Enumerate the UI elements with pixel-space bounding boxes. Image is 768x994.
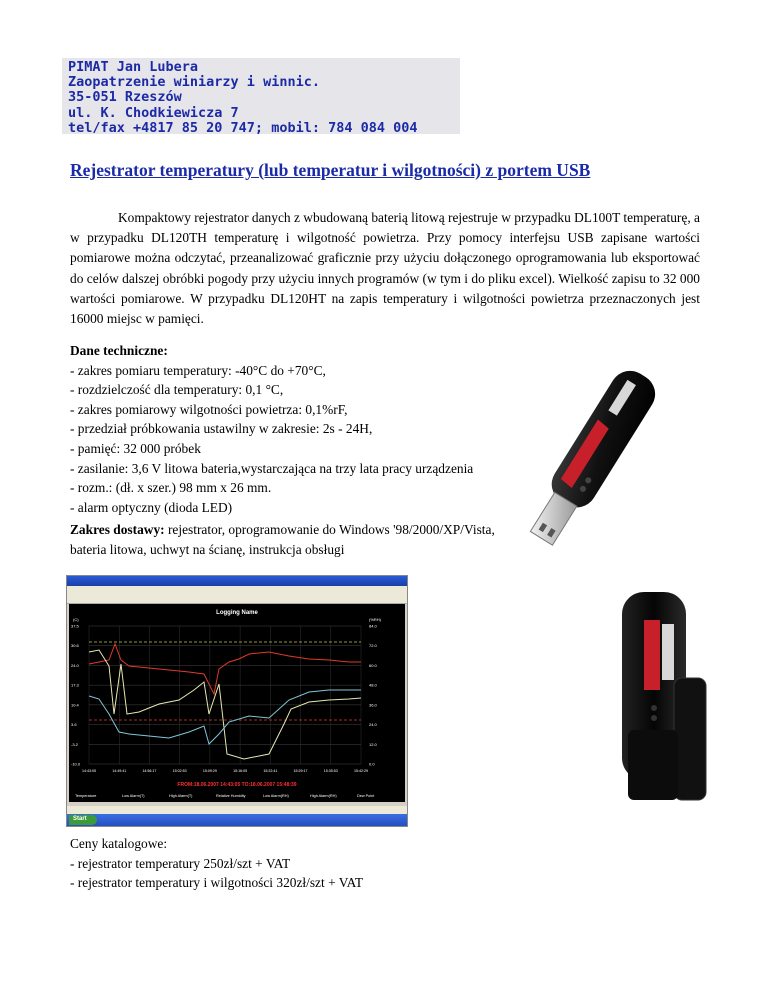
time-tick-label: 15:29:17	[293, 769, 308, 773]
left-tick-label: 37.5	[71, 623, 79, 629]
left-tick-label: 17.3	[71, 682, 79, 688]
time-tick-label: 15:22:41	[263, 769, 278, 773]
right-tick-label: 48.0	[369, 682, 377, 688]
left-axis-unit: (C)	[73, 617, 79, 622]
company-postal-city: 35-051 Rzeszów	[68, 89, 182, 106]
legend-entry: Low Alarm(RH)	[263, 794, 289, 798]
chart-range: FROM:18.06.2007 14:43:05 TO:18.06.2007 15:48:39	[177, 782, 297, 788]
time-tick-label: 15:02:53	[172, 769, 187, 773]
company-street: ul. K. Chodkiewicza 7	[68, 104, 239, 121]
spec-item: - alarm optyczny (dioda LED)	[70, 499, 233, 515]
left-tick-label: 24.0	[71, 662, 79, 668]
windows-taskbar	[67, 814, 407, 826]
logger-holder-photo	[618, 590, 708, 805]
specs-heading: Dane techniczne:	[70, 343, 168, 358]
left-tick-label: -10.0	[71, 761, 81, 767]
delivery-text: rejestrator, oprogramowanie do Windows '98/2000/XP/Vista, bateria litowa, uchwyt na ścianę, instrukcja obsługi	[70, 522, 495, 557]
window-statusbar	[67, 806, 407, 814]
company-header	[62, 58, 460, 134]
right-axis-unit: (%RH)	[369, 617, 381, 622]
time-tick-label: 15:42:29	[354, 769, 368, 773]
right-tick-label: 24.0	[369, 722, 377, 728]
legend-entry: Low Alarm(T)	[122, 794, 145, 798]
company-name: PIMAT Jan Lubera	[68, 59, 199, 75]
right-tick-label: 72.0	[369, 643, 377, 649]
left-tick-label: -3.2	[71, 741, 78, 747]
time-tick-label: 14:49:41	[112, 769, 127, 773]
spec-item: - rozm.: (dł. x szer.) 98 mm x 26 mm.	[70, 480, 272, 496]
legend-entry: Relative Humidity	[216, 794, 246, 798]
legend-entry: High Alarm(T)	[169, 794, 193, 798]
catalog-prices	[70, 834, 540, 893]
time-tick-label: 15:35:53	[323, 769, 338, 773]
delivery-label: Zakres dostawy:	[70, 522, 165, 537]
intro-paragraph: Kompaktowy rejestrator danych z wbudowaną baterią litową rejestruje w przypadku DL100T temperaturę, a w przypadku DL120TH temperaturę i wilgotność powietrza. Przy pomocy interfejsu USB zapisane wartości pomiarowe można odczytać, przeanalizować graficznie przy użyciu dołączonego oprogramowania lub eksportować do celów dalszej obróbki pogody przy użyciu innych programów (w tym i do pliku excel). Wielkość zapisu to 32 000 wartości pomiarowe. W przypadku DL120HT na zapis temperatury i wilgotności powietrza przeznaczonych jest 16000 miejsc w pamięci.	[70, 210, 700, 327]
technical-specs	[70, 341, 540, 517]
right-tick-label: 12.0	[369, 741, 377, 747]
chart-legend	[75, 794, 375, 798]
company-phone: tel/fax +4817 85 20 747; mobil: 784 084 004	[68, 119, 418, 136]
spec-item: - przedział próbkowania ustawilny w zakresie: 2s - 24H,	[70, 421, 373, 437]
legend-entry: Dew Point	[357, 794, 375, 798]
window-menubar	[67, 586, 407, 593]
spec-item: - zasilanie: 3,6 V litowa bateria,wystarczająca na trzy lata pracy urządzenia	[70, 460, 474, 476]
time-tick-label: 14:56:17	[142, 769, 157, 773]
time-tick-label: 14:43:05	[82, 769, 96, 773]
delivery-scope	[70, 520, 500, 559]
spec-item: - rozdzielczość dla temperatury: 0,1 °C,	[70, 382, 284, 398]
left-tick-label: 10.4	[71, 702, 79, 708]
left-tick-label: 30.6	[71, 643, 79, 649]
prices-heading: Ceny katalogowe:	[70, 836, 168, 851]
right-tick-label: 84.0	[369, 623, 377, 629]
chart-title: Logging Name	[216, 610, 258, 616]
legend-entry: High Alarm(RH)	[310, 794, 337, 798]
left-tick-label: 3.6	[71, 722, 77, 728]
time-tick-label: 15:16:05	[233, 769, 248, 773]
usb-logger-photo	[505, 346, 705, 551]
temperature-series	[89, 644, 361, 694]
spec-item: - zakres pomiaru temperatury: -40°C do +70°C,	[70, 362, 326, 378]
software-screenshot	[66, 575, 408, 827]
company-description: Zaopatrzenie winiarzy i winnic.	[68, 74, 320, 91]
start-label: Start	[73, 816, 87, 822]
chart-grid	[89, 626, 361, 764]
right-tick-label: 60.0	[369, 662, 377, 668]
window-toolbar	[67, 593, 407, 604]
window-titlebar	[67, 576, 407, 586]
logging-chart	[69, 604, 405, 802]
spec-item: - zakres pomiarowy wilgotności powietrza: 0,1%rF,	[70, 401, 348, 417]
start-button[interactable]	[69, 815, 97, 825]
spec-item: - pamięć: 32 000 próbek	[70, 440, 201, 456]
legend-entry: Temperature	[75, 794, 97, 798]
right-tick-label: 0.0	[369, 761, 375, 767]
price-item: - rejestrator temperatury 250zł/szt + VAT	[70, 855, 291, 871]
logging-chart-svg	[69, 604, 405, 802]
document-title: Rejestrator temperatury (lub temperatur i wilgotności) z portem USB	[70, 160, 591, 180]
right-tick-label: 36.0	[369, 702, 377, 708]
time-tick-label: 15:09:29	[202, 769, 217, 773]
price-item: - rejestrator temperatury i wilgotności 320zł/szt + VAT	[70, 875, 364, 891]
